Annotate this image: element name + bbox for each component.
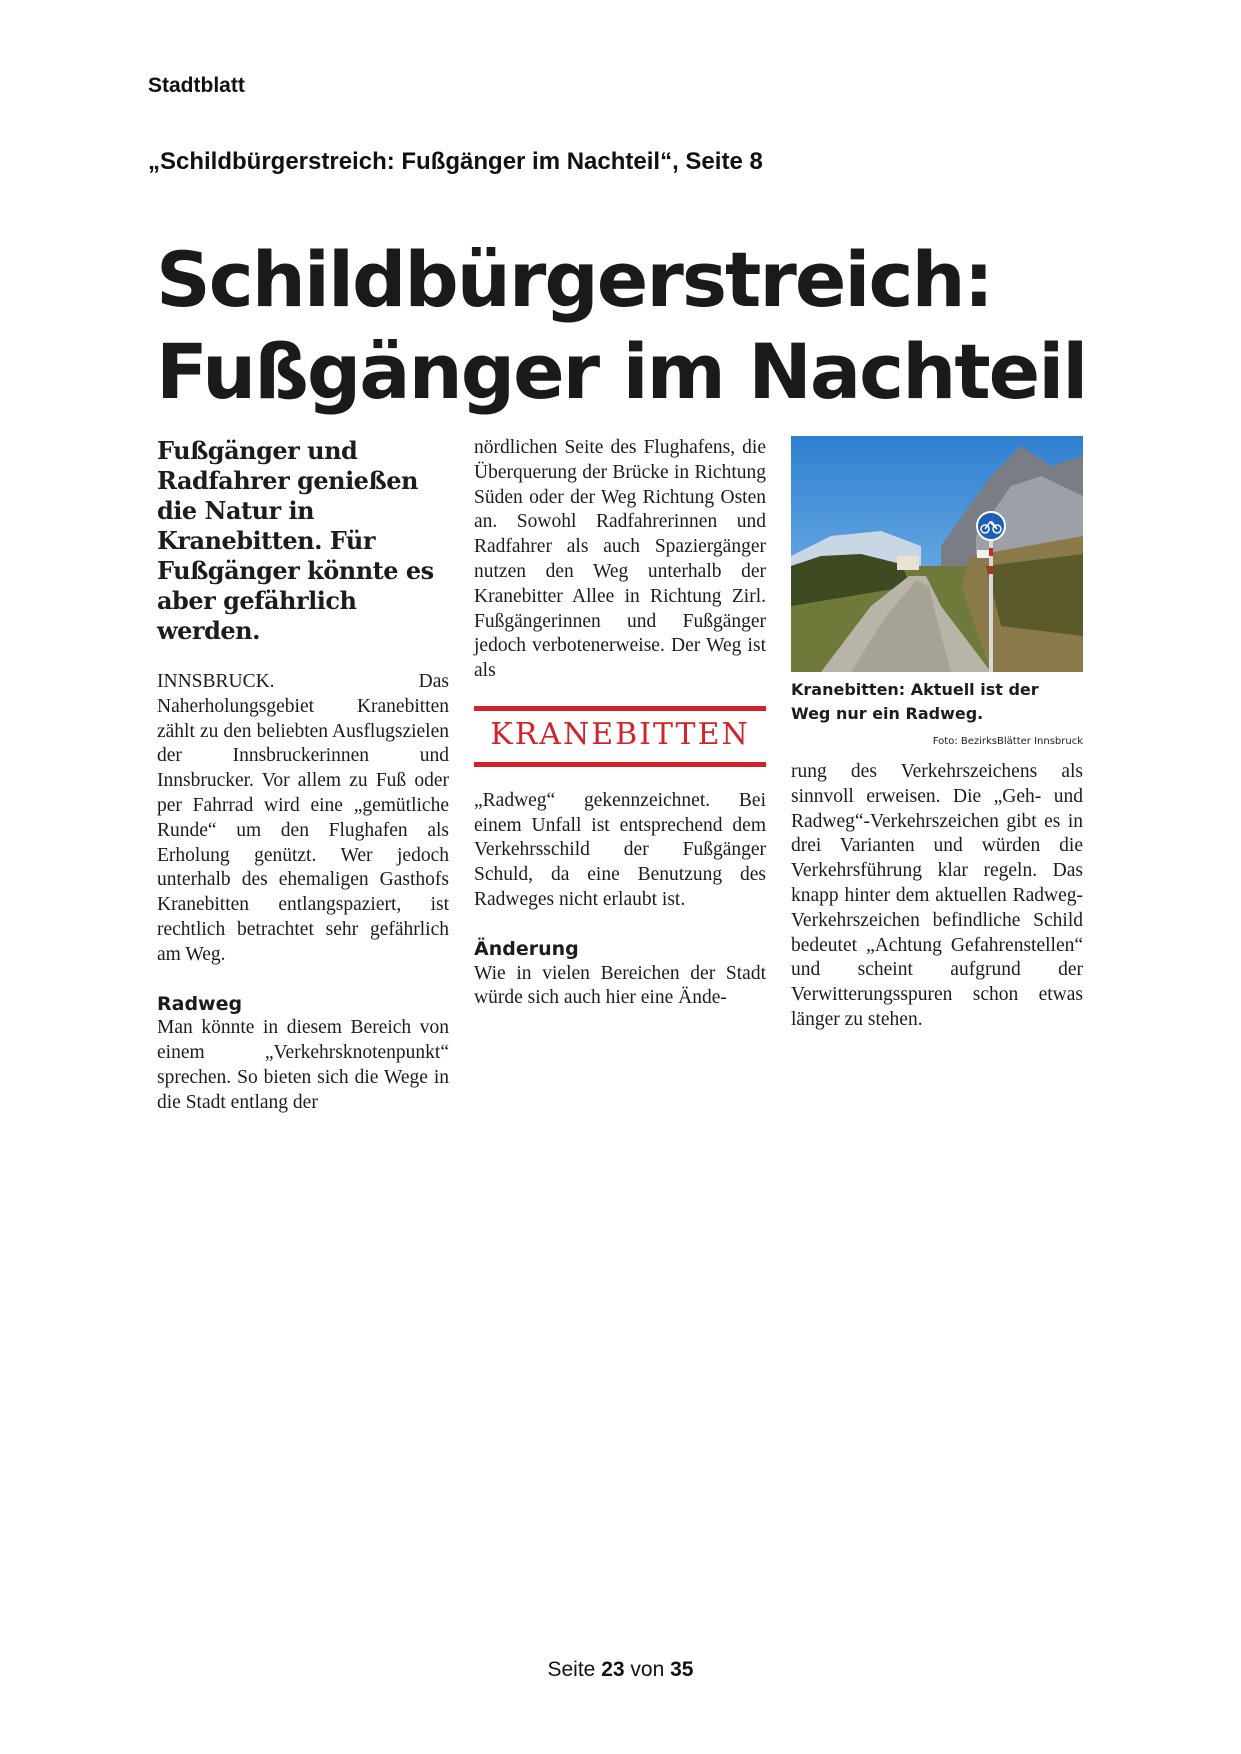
paragraph-conclusion: rung des Verkehrszeichens als sinnvoll erweisen. Die „Geh- und Radweg“-Verkehrszeichen gibt es in drei Varianten und würden die Verkehrsführung klar regeln. Das knapp hinter dem aktuellen Radweg-Verkehrszeichen befindliche Schild bedeutet „Achtung Gefahrenstellen“ und scheint aufgrund der Verwitterungsspuren schon etwas länger zu stehen. [791,761,1083,1030]
photo-caption [791,678,1083,747]
kicker-box [474,706,766,767]
column-2 [474,436,766,1011]
subhead-radweg: Radweg [157,992,243,1015]
footer-page-number: 23 [601,1658,625,1681]
paragraph-radweg: Man könnte in diesem Bereich von einem „Verkehrsknotenpunkt“ sprechen. So bieten sich die Wege in die Stadt entlang der [157,1017,449,1113]
paragraph-radweg-sign: „Radweg“ gekennzeichnet. Bei einem Unfall ist entsprechend dem Verkehrsschild der Fußgänger Schuld, da eine Benutzung des Radweges nicht erlaubt ist. [474,789,766,910]
kicker-label: KRANEBITTEN [490,716,750,752]
page-footer [0,1658,1241,1682]
headline-line-2: Fußgänger im Nachteil [156,327,1087,416]
footer-page-total: 35 [670,1658,694,1681]
footer-middle: von [630,1658,665,1681]
paragraph-intro: INNSBRUCK. Das Naherholungsgebiet Kranebitten zählt zu den beliebten Ausflugszielen der Innsbruckerinnen und Innsbrucker. Vor allem zu Fuß oder per Fahrrad wird eine „gemütliche Runde“ um den Flughafen als Erholung genützt. Wer jedoch unterhalb des ehemaligen Gasthofs Kranebitten entlangspaziert, ist rechtlich betrachtet sehr gefährlich am Weg. [157,671,449,965]
column-1 [157,436,449,1116]
bicycle-sign-icon [977,512,1005,540]
column-3 [791,436,1083,1033]
caption-text: Kranebitten: Aktuell ist der Weg nur ein Radweg. [791,680,1039,723]
source-label: Stadtblatt [148,74,245,97]
article-lead: Fußgänger und Radfahrer genießen die Natur in Kranebitten. Für Fußgänger könnte es aber gefährlich werden. [157,436,434,645]
paragraph-continued: nördlichen Seite des Flughafens, die Überquerung der Brücke in Richtung Süden oder der Weg Richtung Osten an. Sowohl Radfahrerinnen und Radfahrer als auch Spaziergänger nutzen den Weg unterhalb der Kranebitter Allee in Richtung Zirl. Fußgängerinnen und Fußgänger jedoch verbotenerweise. Der Weg ist als [474,437,766,682]
footer-prefix: Seite [547,1658,596,1681]
photo-credit: Foto: BezirksBlätter Innsbruck [932,736,1083,747]
clipping-title: „Schildbürgerstreich: Fußgänger im Nachteil“, Seite 8 [148,148,763,175]
headline-line-1: Schildbürgerstreich: [156,235,993,324]
paragraph-aenderung: Wie in vielen Bereichen der Stadt würde sich auch hier eine Ände- [474,962,766,1009]
article-photo [791,436,1083,672]
subhead-aenderung: Änderung [474,937,579,960]
article-headline [156,234,1096,418]
